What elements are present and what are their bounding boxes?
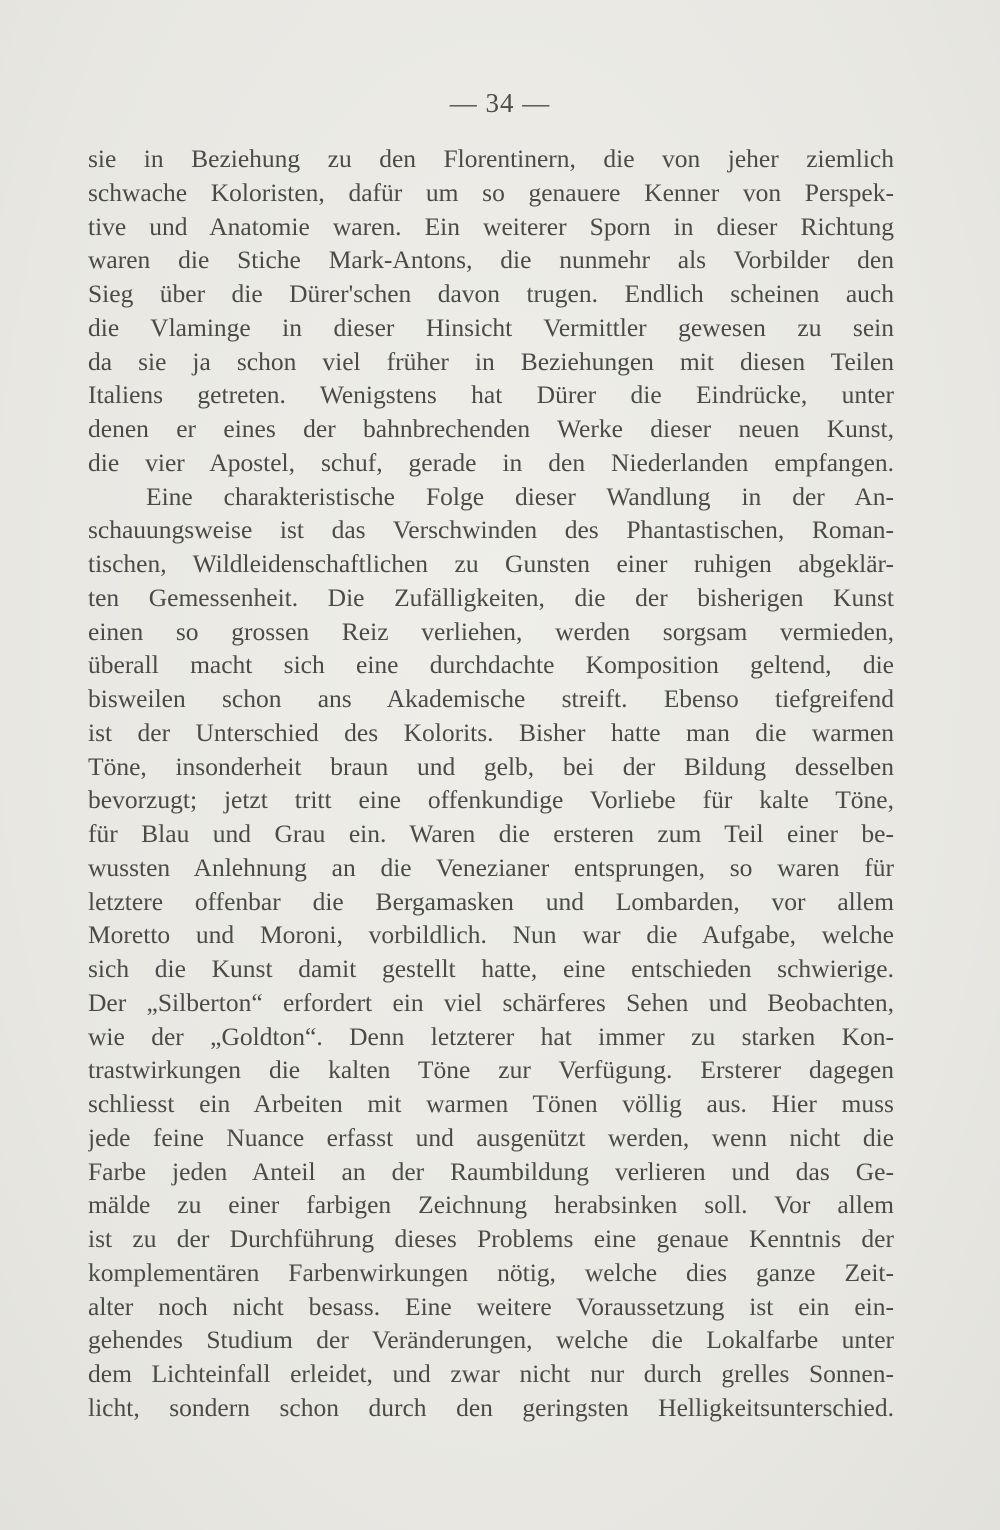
text-line: denen er eines der bahnbrechenden Werke dieser neuen Kunst,	[88, 414, 894, 443]
text-line: komplementären Farbenwirkungen nötig, welche dies ganze Zeit-	[88, 1257, 894, 1287]
body-text	[88, 142, 894, 1425]
paragraph-first-line: Eine charakteristische Folge dieser Wandlung in der An-	[146, 481, 894, 511]
text-line: für Blau und Grau ein. Waren die ersteren zum Teil einer be-	[88, 819, 894, 848]
text-line: waren die Stiche Mark-Antons, die nunmehr als Vorbilder den	[88, 245, 894, 275]
text-line: ten Gemessenheit. Die Zufälligkeiten, die der bisherigen Kunst	[88, 582, 894, 612]
text-line: alter noch nicht besass. Eine weitere Voraussetzung ist ein ein-	[88, 1291, 894, 1321]
text-line: letztere offenbar die Bergamasken und Lombarden, vor allem	[88, 886, 894, 916]
text-line: Töne, insonderheit braun und gelb, bei der Bildung desselben	[88, 751, 894, 781]
text-line: einen so grossen Reiz verliehen, werden sorgsam vermieden,	[88, 616, 894, 646]
text-line: da sie ja schon viel früher in Beziehungen mit diesen Teilen	[88, 346, 894, 376]
text-line: sie in Beziehung zu den Florentinern, die von jeher ziemlich	[88, 144, 894, 173]
text-line: dem Lichteinfall erleidet, und zwar nicht nur durch grelles Sonnen-	[88, 1359, 894, 1388]
text-line: wie der „Goldton“. Denn letzterer hat immer zu starken Kon-	[88, 1021, 894, 1051]
text-line: schwache Koloristen, dafür um so genauere Kenner von Perspek-	[88, 177, 894, 207]
text-line: überall macht sich eine durchdachte Komposition geltend, die	[88, 650, 894, 680]
text-line: tischen, Wildleidenschaftlichen zu Gunsten einer ruhigen abgeklär-	[88, 549, 894, 578]
text-line: Sieg über die Dürer'schen davon trugen. Endlich scheinen auch	[88, 279, 894, 308]
text-line: sich die Kunst damit gestellt hatte, eine entschieden schwierige.	[88, 954, 894, 983]
text-line: Italiens getreten. Wenigstens hat Dürer die Eindrücke, unter	[88, 380, 894, 410]
text-line: bisweilen schon ans Akademische streift. Ebenso tiefgreifend	[88, 684, 894, 713]
text-line: trastwirkungen die kalten Töne zur Verfügung. Ersterer dagegen	[88, 1055, 894, 1085]
text-line: jede feine Nuance erfasst und ausgenützt werden, wenn nicht die	[88, 1122, 894, 1152]
text-line: gehendes Studium der Veränderungen, welche die Lokalfarbe unter	[88, 1325, 894, 1355]
text-line: bevorzugt; jetzt tritt eine offenkundige Vorliebe für kalte Töne,	[88, 785, 894, 815]
text-line: Moretto und Moroni, vorbildlich. Nun war die Aufgabe, welche	[88, 920, 894, 950]
text-line: die vier Apostel, schuf, gerade in den Niederlanden empfangen.	[88, 447, 894, 477]
text-line: tive und Anatomie waren. Ein weiterer Sporn in dieser Richtung	[88, 211, 894, 241]
page-number: — 34 —	[449, 88, 551, 118]
text-line: schliesst ein Arbeiten mit warmen Tönen völlig aus. Hier muss	[88, 1089, 894, 1118]
text-line: Farbe jeden Anteil an der Raumbildung verlieren und das Ge-	[88, 1156, 894, 1186]
text-line: licht, sondern schon durch den geringsten Helligkeitsunterschied.	[88, 1392, 894, 1422]
text-line: ist zu der Durchführung dieses Problems eine genaue Kenntnis der	[88, 1224, 894, 1253]
text-line: Der „Silberton“ erfordert ein viel schärferes Sehen und Beobachten,	[88, 987, 894, 1017]
text-line: ist der Unterschied des Kolorits. Bisher hatte man die warmen	[88, 717, 894, 747]
text-line: wussten Anlehnung an die Venezianer entsprungen, so waren für	[88, 852, 894, 882]
text-line: mälde zu einer farbigen Zeichnung herabsinken soll. Vor allem	[88, 1190, 894, 1220]
text-line: schauungsweise ist das Verschwinden des Phantastischen, Roman-	[88, 515, 894, 545]
text-line: die Vlaminge in dieser Hinsicht Vermittler gewesen zu sein	[88, 312, 894, 342]
